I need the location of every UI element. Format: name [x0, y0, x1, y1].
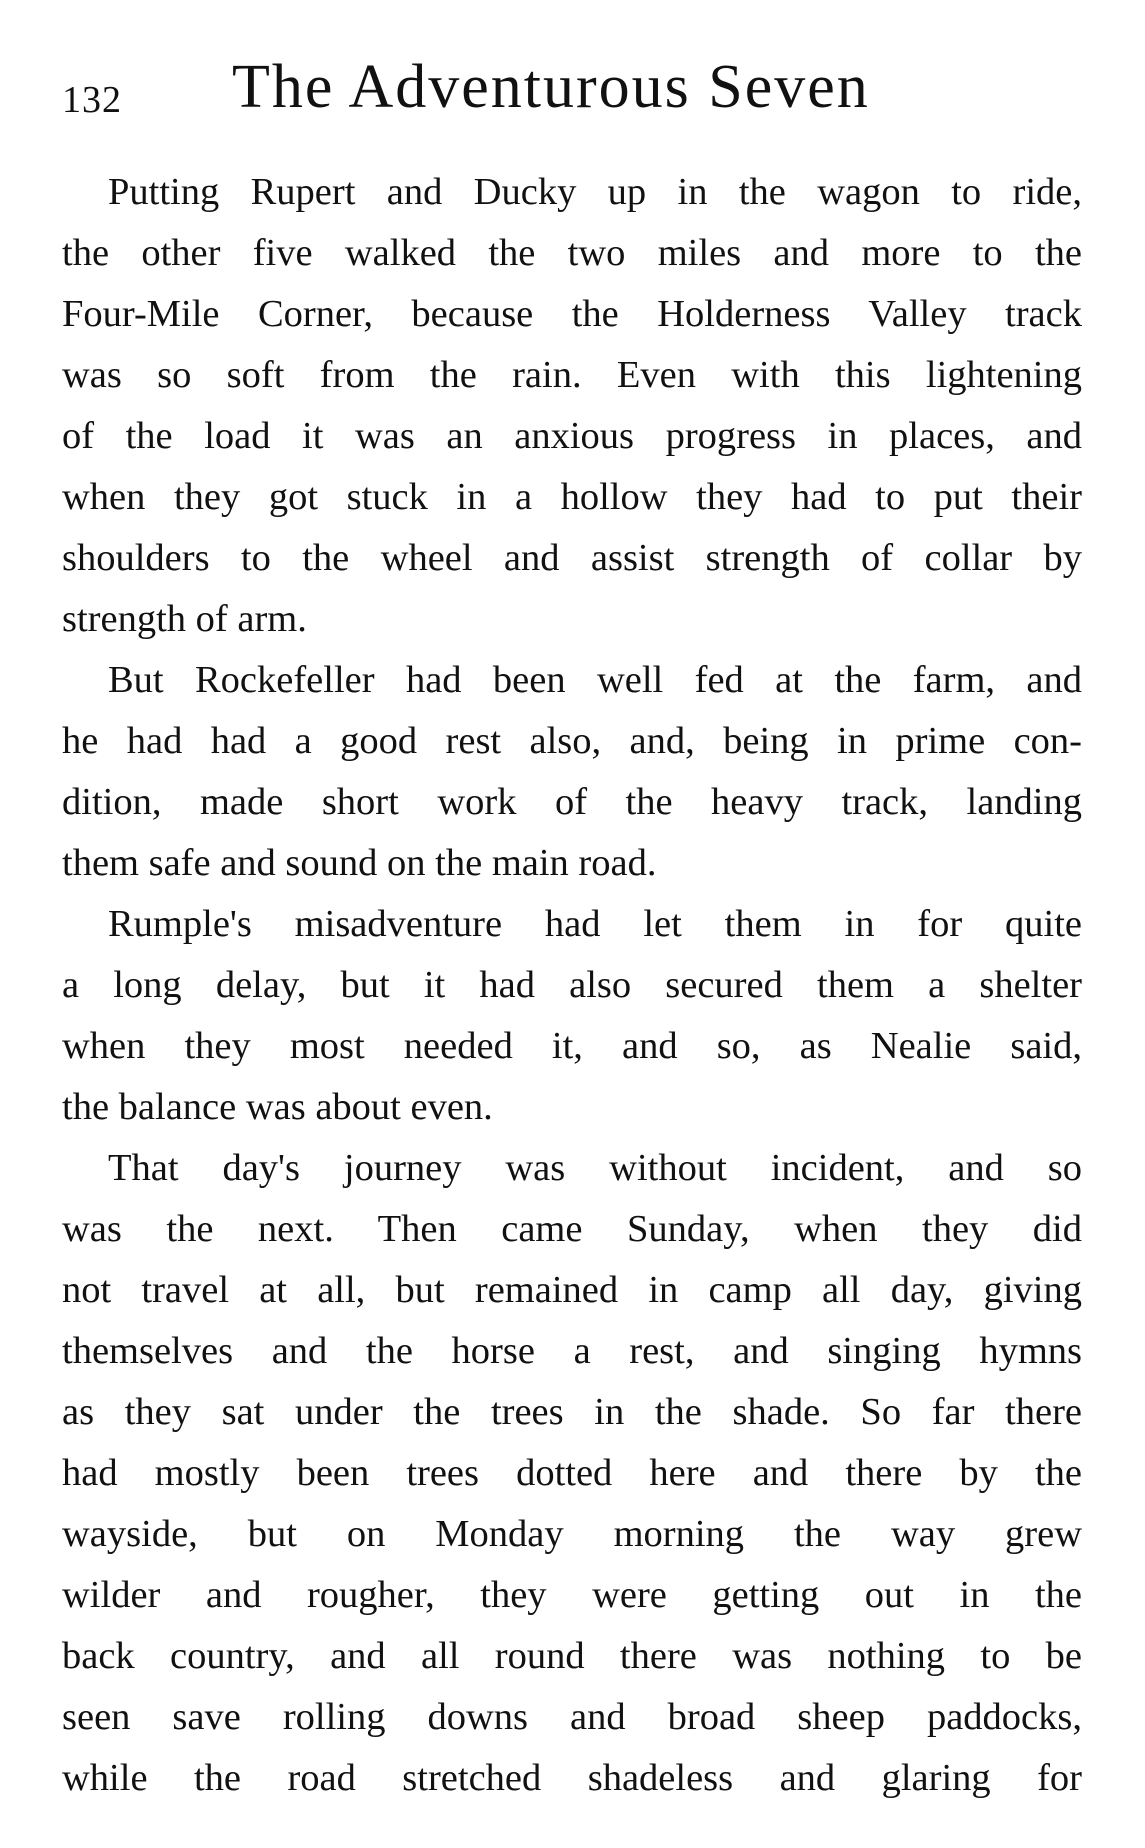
- text-line: Four-Mile Corner, because the Holderness Valley track: [62, 293, 1082, 335]
- text-line: was the next. Then came Sunday, when they did: [62, 1208, 1082, 1250]
- text-line: had mostly been trees dotted here and there by the: [62, 1452, 1082, 1494]
- text-line: not travel at all, but remained in camp all day, giving: [62, 1269, 1082, 1311]
- text-line: the balance was about even.: [62, 1086, 493, 1128]
- text-line: strength of arm.: [62, 598, 307, 640]
- text-line: But Rockefeller had been well fed at the farm, and: [108, 659, 1082, 701]
- text-line: Putting Rupert and Ducky up in the wagon to ride,: [108, 171, 1082, 213]
- text-line: was so soft from the rain. Even with this lightening: [62, 354, 1082, 396]
- text-line: dition, made short work of the heavy track, landing: [62, 781, 1082, 823]
- text-line: wilder and rougher, they were getting out in the: [62, 1574, 1082, 1616]
- text-line: while the road stretched shadeless and glaring for: [62, 1757, 1082, 1799]
- body-text: [62, 162, 1082, 1809]
- text-line: Rumple's misadventure had let them in for quite: [108, 903, 1082, 945]
- text-line: wayside, but on Monday morning the way grew: [62, 1513, 1082, 1555]
- text-line: as they sat under the trees in the shade. So far there: [62, 1391, 1082, 1433]
- text-line: seen save rolling downs and broad sheep paddocks,: [62, 1696, 1082, 1738]
- text-line: when they got stuck in a hollow they had to put their: [62, 476, 1082, 518]
- text-line: That day's journey was without incident, and so: [108, 1147, 1082, 1189]
- text-line: back country, and all round there was nothing to be: [62, 1635, 1082, 1677]
- running-head: [62, 52, 1082, 132]
- text-line: them safe and sound on the main road.: [62, 842, 657, 884]
- text-line: the other five walked the two miles and more to the: [62, 232, 1082, 274]
- text-line: he had had a good rest also, and, being in prime con-: [62, 720, 1082, 762]
- text-line: themselves and the horse a rest, and singing hymns: [62, 1330, 1082, 1372]
- text-line: shoulders to the wheel and assist strength of collar by: [62, 537, 1082, 579]
- page-number: 132: [62, 79, 122, 121]
- book-title: The Adventurous Seven: [232, 53, 870, 121]
- text-line: a long delay, but it had also secured them a shelter: [62, 964, 1082, 1006]
- text-line: when they most needed it, and so, as Nealie said,: [62, 1025, 1082, 1067]
- text-line: of the load it was an anxious progress in places, and: [62, 415, 1082, 457]
